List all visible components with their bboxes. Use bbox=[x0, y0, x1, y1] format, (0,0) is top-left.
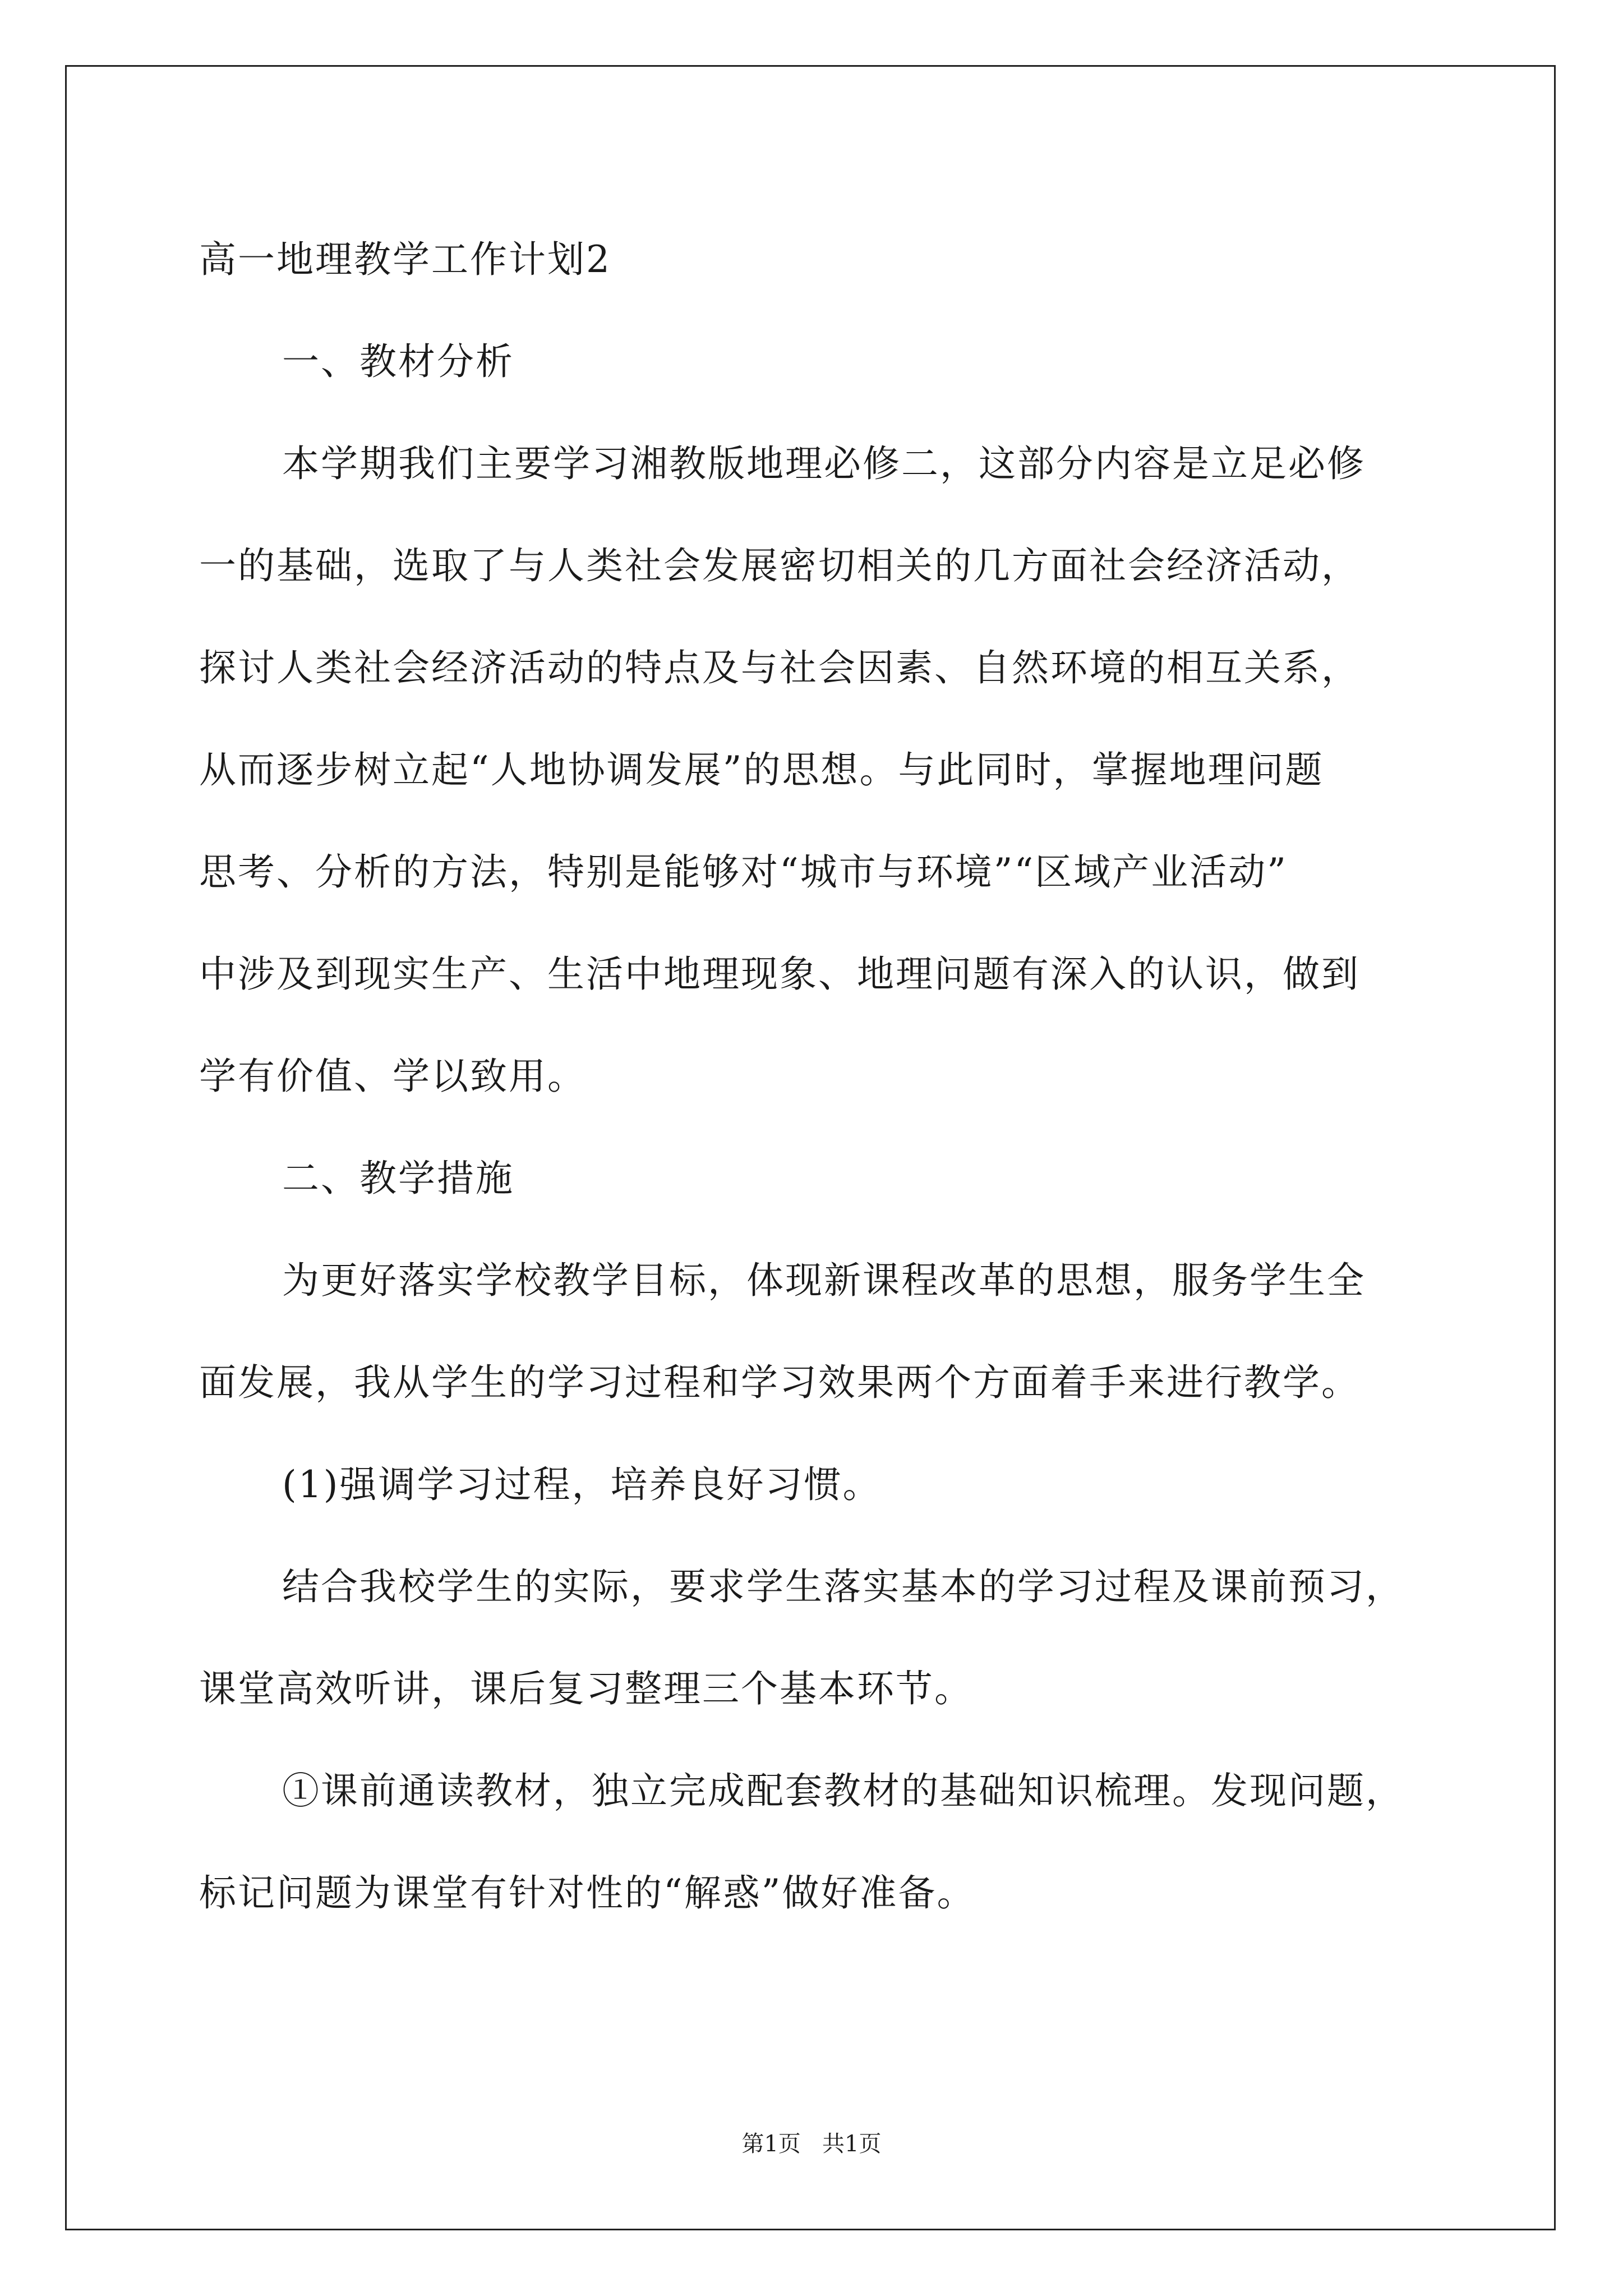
paragraph-line: 学有价值、学以致用。 bbox=[199, 1055, 586, 1098]
paragraph-line: 思考、分析的方法，特别是能够对“城市与环境”“区域产业活动” bbox=[199, 850, 1288, 894]
page-footer: 第1页 共1页 bbox=[741, 2131, 882, 2157]
document-body bbox=[199, 209, 1433, 1944]
paragraph-line: 从而逐步树立起“人地协调发展”的思想。与此同时，掌握地理问题 bbox=[199, 748, 1324, 792]
paragraph-line: 标记问题为课堂有针对性的“解惑”做好准备。 bbox=[199, 1871, 976, 1915]
section-heading: 一、教材分析 bbox=[282, 340, 514, 383]
paragraph-line: 中涉及到现实生产、生活中地理现象、地理问题有深入的认识，做到 bbox=[199, 953, 1360, 996]
document-title: 高一地理教学工作计划2 bbox=[199, 238, 611, 281]
subsection-heading: (1)强调学习过程，培养良好习惯。 bbox=[282, 1463, 882, 1506]
paragraph-line: 一的基础，选取了与人类社会发展密切相关的几方面社会经济活动， bbox=[199, 544, 1360, 587]
paragraph-line: 面发展，我从学生的学习过程和学习效果两个方面着手来进行教学。 bbox=[199, 1361, 1360, 1404]
paragraph-line: 探讨人类社会经济活动的特点及与社会因素、自然环境的相互关系， bbox=[199, 646, 1360, 689]
paragraph-line: 本学期我们主要学习湘教版地理必修二，这部分内容是立足必修 bbox=[282, 442, 1366, 485]
paragraph-line: 结合我校学生的实际，要求学生落实基本的学习过程及课前预习， bbox=[282, 1565, 1404, 1608]
paragraph-line: 为更好落实学校教学目标，体现新课程改革的思想，服务学生全 bbox=[282, 1259, 1366, 1302]
paragraph-line: ①课前通读教材，独立完成配套教材的基础知识梳理。发现问题， bbox=[282, 1769, 1404, 1812]
paragraph-line: 课堂高效听讲，课后复习整理三个基本环节。 bbox=[199, 1667, 973, 1710]
section-heading: 二、教学措施 bbox=[282, 1157, 514, 1200]
